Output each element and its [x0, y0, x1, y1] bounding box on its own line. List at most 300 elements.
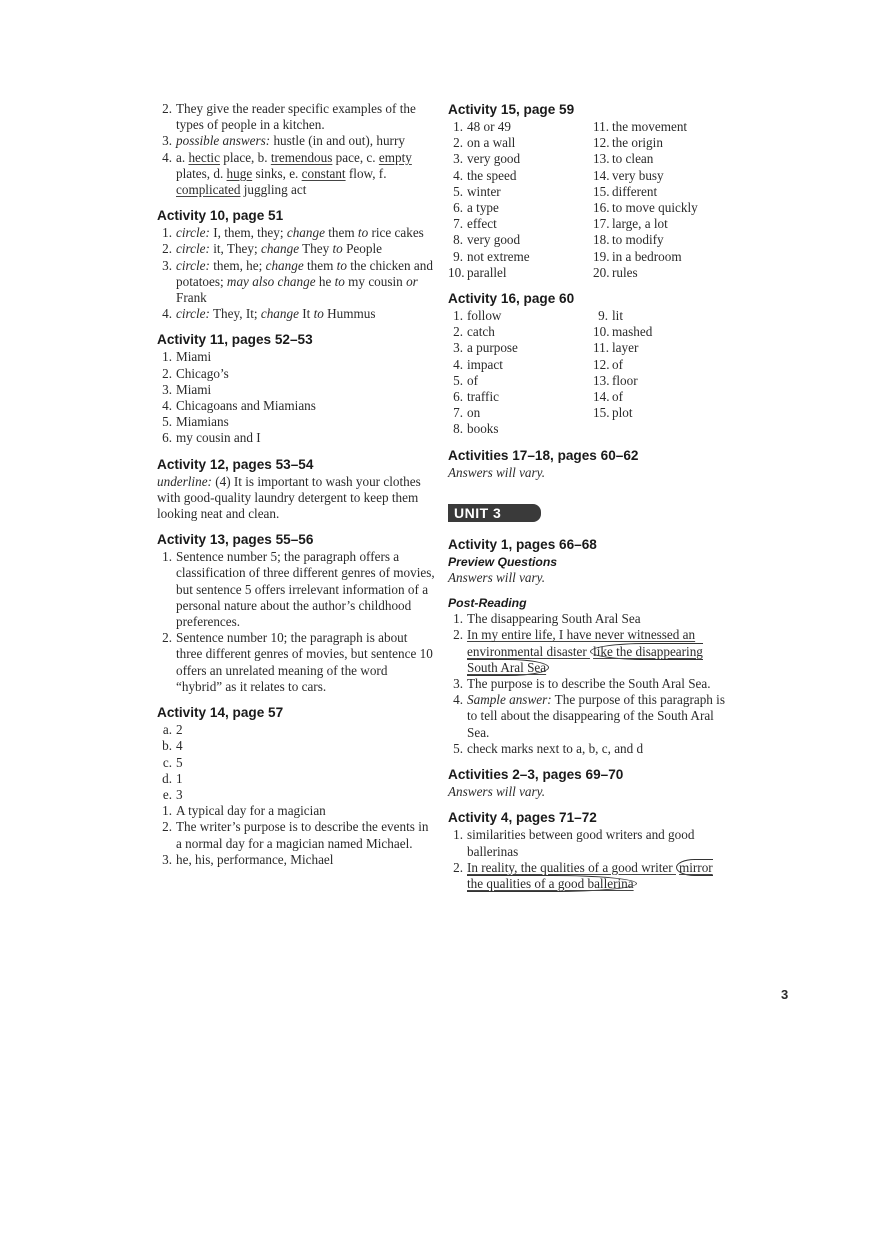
- unit-banner: UNIT 3: [448, 504, 541, 522]
- text-run: similarities between good writers and good ballerinas: [467, 827, 695, 859]
- text-run: them, he;: [209, 257, 266, 273]
- underlined-text: huge: [226, 165, 253, 181]
- list-item: [448, 168, 593, 184]
- item-text: [467, 827, 728, 859]
- item-number: 2.: [162, 365, 172, 381]
- text-run: 1: [176, 770, 183, 786]
- text-run: or: [406, 273, 418, 289]
- text-run: The purpose is to describe the South Aral Sea.: [467, 676, 711, 692]
- text-run: Sample answer:: [467, 692, 552, 708]
- list-item: [157, 414, 435, 430]
- item-number: 1.: [162, 803, 172, 819]
- subheading: Preview Questions: [448, 555, 558, 570]
- item-text: [176, 382, 435, 398]
- text-run: It: [298, 306, 314, 322]
- section: [448, 536, 728, 586]
- item-number: 12.: [593, 135, 610, 151]
- list-item: [593, 340, 728, 356]
- item-text: [176, 133, 435, 149]
- item-text: [176, 430, 435, 446]
- list-item: [593, 389, 728, 405]
- item-number: 15.: [593, 405, 610, 421]
- text-run: a.: [176, 149, 189, 165]
- item-number: e.: [162, 786, 172, 802]
- list-item: [448, 200, 593, 216]
- item-text: books: [467, 421, 499, 437]
- item-text: [176, 722, 435, 738]
- item-number: 8.: [453, 232, 463, 248]
- text-run: check marks next to a, b, c, and d: [467, 740, 644, 756]
- list-item: [157, 398, 435, 414]
- item-text: [176, 630, 435, 695]
- item-text: [176, 738, 435, 754]
- list-item: [593, 200, 728, 216]
- text-run: he: [315, 273, 335, 289]
- item-number: d.: [162, 770, 172, 786]
- list-item: [448, 741, 728, 757]
- item-number: 1.: [162, 549, 172, 565]
- text-run: possible answers:: [176, 133, 271, 149]
- item-text: [176, 414, 435, 430]
- item-text: the speed: [467, 167, 517, 183]
- item-text: very good: [467, 232, 521, 248]
- underlined-text: In reality, the qualities of a good writer: [467, 859, 676, 875]
- list-item: [157, 803, 435, 819]
- text-run: change: [260, 241, 300, 257]
- underlined-text: complicated: [176, 182, 241, 198]
- answer-grid: [448, 119, 728, 281]
- paragraph: [448, 570, 728, 586]
- list-item: [593, 324, 728, 340]
- item-number: 1.: [162, 225, 172, 241]
- item-text: [176, 306, 435, 322]
- list-item: [448, 151, 593, 167]
- item-text: 48 or 49: [467, 119, 511, 134]
- item-number: 9.: [453, 248, 463, 264]
- item-text: not extreme: [467, 248, 530, 264]
- item-text: [176, 241, 435, 257]
- section-heading: Activity 16, page 60: [448, 291, 575, 307]
- list-item: [593, 421, 728, 437]
- text-run: Sentence number 5; the paragraph offers a classification of three different genres of movies, but sentence 5 offers irrelevant information of a personal nature about the author’s childhood preferences.: [176, 549, 435, 630]
- list-item: [157, 755, 435, 771]
- item-number: 15.: [593, 183, 610, 199]
- page-number: 3: [781, 987, 789, 1002]
- item-text: to modify: [612, 232, 664, 248]
- list-item: [448, 421, 593, 437]
- text-run: 3: [176, 786, 183, 802]
- item-text: winter: [467, 183, 501, 199]
- item-text: [176, 225, 435, 241]
- item-number: 3.: [162, 851, 172, 867]
- item-text: [176, 258, 435, 307]
- item-text: on: [467, 405, 481, 421]
- item-number: 13.: [593, 151, 610, 167]
- text-run: to: [336, 257, 347, 273]
- text-run: Miamians: [176, 414, 229, 430]
- text-run: them: [303, 257, 337, 273]
- item-number: 3.: [162, 133, 172, 149]
- list-item: [448, 184, 593, 200]
- item-number: 2.: [453, 324, 463, 340]
- text-run: to: [334, 273, 345, 289]
- list-item: [593, 119, 728, 135]
- list-item: [448, 405, 593, 421]
- paragraph: [448, 784, 728, 800]
- text-run: (4) It is important to wash your clothes with good-quality laundry detergent to keep them looking neat and clean.: [157, 473, 421, 522]
- item-number: 14.: [593, 389, 610, 405]
- list-item: [448, 357, 593, 373]
- item-number: 1.: [453, 611, 463, 627]
- underlined-text: empty: [378, 149, 412, 165]
- text-run: They give the reader specific examples of the types of people in a kitchen.: [176, 101, 416, 133]
- text-run: change: [286, 225, 325, 241]
- underlined-text: constant: [301, 165, 346, 181]
- text-run: Sentence number 10; the paragraph is about three different genres of movies, but sentence 10 offers an unrelated meaning of the word “hybrid” as it relates to cars.: [176, 630, 433, 694]
- section-heading: Activity 10, page 51: [157, 208, 284, 224]
- list-item: [593, 373, 728, 389]
- item-number: 8.: [453, 421, 463, 437]
- text-run: flow, f.: [345, 165, 387, 181]
- item-number: 2.: [162, 101, 172, 116]
- item-number: 10.: [593, 324, 610, 340]
- item-number: 12.: [593, 356, 610, 372]
- item-number: 11.: [593, 119, 609, 134]
- item-number: 11.: [593, 340, 609, 356]
- list-item: [593, 357, 728, 373]
- item-number: 19.: [593, 248, 610, 264]
- item-number: 5.: [453, 740, 463, 756]
- item-number: 6.: [453, 200, 463, 216]
- text-run: Answers will vary.: [448, 570, 546, 586]
- text-run: 4: [176, 738, 183, 754]
- item-text: [176, 852, 435, 868]
- item-text: on a wall: [467, 135, 516, 151]
- section: [448, 290, 728, 438]
- text-run: Answers will vary.: [448, 464, 546, 480]
- right-column: [448, 101, 728, 901]
- section-heading: Activity 4, pages 71–72: [448, 810, 597, 826]
- text-run: may also change: [226, 273, 316, 289]
- item-number: 3.: [162, 381, 172, 397]
- item-text: [176, 398, 435, 414]
- item-number: 10.: [448, 264, 465, 280]
- text-run: place, b.: [219, 149, 271, 165]
- text-run: to: [313, 306, 324, 322]
- text-run: circle:: [176, 241, 210, 257]
- text-run: the chicken and potatoes;: [176, 257, 433, 289]
- text-run: my cousin and I: [176, 430, 261, 446]
- list-item: [157, 630, 435, 695]
- item-text: plot: [612, 405, 633, 421]
- item-number: 9.: [598, 308, 608, 324]
- item-number: 1.: [453, 308, 463, 324]
- underlined-text: hectic: [188, 149, 220, 165]
- item-text: mashed: [612, 324, 653, 340]
- item-number: 4.: [162, 306, 172, 322]
- item-text: different: [612, 183, 658, 199]
- list-item: [448, 216, 593, 232]
- text-run: The purpose of this paragraph is to tell about the disappearing of the South Aral Sea.: [467, 692, 725, 740]
- item-number: 5.: [162, 414, 172, 430]
- item-text: effect: [467, 216, 497, 232]
- text-run: juggling act: [240, 182, 307, 198]
- list-item: [157, 549, 435, 630]
- section: [157, 207, 435, 322]
- item-number: [593, 421, 612, 437]
- item-text: to move quickly: [612, 200, 698, 216]
- item-number: 4.: [453, 356, 463, 372]
- item-number: 1.: [162, 349, 172, 365]
- text-run: A typical day for a magician: [176, 803, 326, 819]
- text-run: to: [332, 241, 343, 257]
- text-run: pace, c.: [332, 149, 379, 165]
- list-item: [448, 860, 728, 892]
- text-run: Chicago’s: [176, 365, 229, 381]
- item-text: [176, 787, 435, 803]
- item-text: of: [612, 389, 623, 405]
- list-item: [448, 827, 728, 859]
- item-text: [176, 549, 435, 630]
- section-heading: Activity 12, pages 53–54: [157, 456, 314, 472]
- section-heading: Activity 11, pages 52–53: [157, 332, 313, 348]
- item-number: 2.: [453, 135, 463, 151]
- item-number: 2.: [453, 627, 463, 643]
- text-run: They, It;: [209, 306, 261, 322]
- list-item: [157, 225, 435, 241]
- section: [157, 331, 435, 446]
- item-text: of: [467, 372, 478, 388]
- item-number: 14.: [593, 167, 610, 183]
- item-number: 16.: [593, 200, 610, 216]
- list-item: [157, 430, 435, 446]
- item-text: in a bedroom: [612, 248, 682, 264]
- item-text: parallel: [467, 264, 507, 280]
- text-run: They: [299, 241, 333, 257]
- list-item: [448, 340, 593, 356]
- item-number: 6.: [453, 389, 463, 405]
- list-item: [448, 119, 593, 135]
- text-run: hustle (in and out), hurry: [270, 133, 405, 149]
- item-number: 17.: [593, 216, 610, 232]
- list-item: [157, 258, 435, 307]
- text-run: circle:: [176, 257, 210, 273]
- item-text: [176, 366, 435, 382]
- list-item: [448, 265, 593, 281]
- underlined-text: In my entire life, I have never witnessed an environmental disaster: [467, 627, 696, 659]
- list-item: [448, 232, 593, 248]
- item-text: [467, 860, 728, 892]
- paragraph: [157, 474, 435, 523]
- list-item: [448, 373, 593, 389]
- item-number: 4.: [162, 149, 172, 165]
- item-number: 5.: [453, 183, 463, 199]
- list-item: [593, 135, 728, 151]
- item-text: [467, 676, 728, 692]
- text-run: Frank: [176, 290, 207, 306]
- item-number: 2.: [162, 630, 172, 646]
- paragraph: [448, 465, 728, 481]
- item-text: [467, 627, 728, 676]
- text-run: The disappearing South Aral Sea: [467, 611, 641, 627]
- text-run: my cousin: [344, 273, 407, 289]
- text-run: to: [357, 225, 369, 241]
- section-heading: Activity 15, page 59: [448, 102, 575, 117]
- section-heading: Activity 1, pages 66–68: [448, 537, 597, 553]
- item-text: very good: [467, 151, 521, 167]
- item-text: the origin: [612, 135, 663, 151]
- list-item: [448, 249, 593, 265]
- list-item: [448, 389, 593, 405]
- item-text: [176, 819, 435, 851]
- section: [448, 447, 728, 481]
- item-text: [176, 101, 435, 133]
- item-number: 20.: [593, 264, 610, 280]
- underlined-text: tremendous: [270, 149, 333, 165]
- list-item: [593, 232, 728, 248]
- list-item: [157, 101, 435, 133]
- list-item: [157, 382, 435, 398]
- item-text: lit: [612, 308, 623, 324]
- text-run: circle:: [176, 306, 210, 322]
- section: [448, 595, 728, 757]
- item-number: 3.: [453, 340, 463, 356]
- list-item: [157, 738, 435, 754]
- section-heading: Activity 14, page 57: [157, 705, 284, 721]
- item-text: very busy: [612, 167, 664, 183]
- list-item: [157, 722, 435, 738]
- text-run: 5: [176, 754, 183, 770]
- text-run: 2: [176, 722, 183, 738]
- list-item: [448, 135, 593, 151]
- list-item: [448, 308, 593, 324]
- text-run: Hummus: [323, 306, 376, 322]
- item-text: the movement: [612, 119, 688, 134]
- item-text: [176, 150, 435, 199]
- item-text: rules: [612, 264, 638, 280]
- item-number: 4.: [162, 398, 172, 414]
- item-number: b.: [162, 738, 172, 754]
- item-text: traffic: [467, 389, 499, 405]
- list-item: [157, 852, 435, 868]
- section-heading: Activities 2–3, pages 69–70: [448, 767, 624, 783]
- text-run: I, them, they;: [209, 225, 287, 241]
- text-run: Chicagoans and Miamians: [176, 398, 316, 414]
- item-text: [176, 803, 435, 819]
- item-number: a.: [162, 722, 172, 738]
- text-run: he, his, performance, Michael: [176, 851, 334, 867]
- item-number: 2.: [453, 859, 463, 875]
- list-item: [157, 366, 435, 382]
- section: [157, 704, 435, 868]
- item-number: 18.: [593, 232, 610, 248]
- list-item: [593, 168, 728, 184]
- list-item: [593, 216, 728, 232]
- section: [448, 101, 728, 281]
- item-number: 1.: [453, 827, 463, 843]
- section: [448, 809, 728, 892]
- list-item: [593, 151, 728, 167]
- subheading: Post-Reading: [448, 596, 527, 611]
- text-run: change: [260, 306, 299, 322]
- list-item: [157, 819, 435, 851]
- item-text: a type: [467, 200, 499, 216]
- text-run: The writer’s purpose is to describe the events in a normal day for a magician named Michael.: [176, 819, 429, 851]
- item-text: a purpose: [467, 340, 518, 356]
- item-text: to clean: [612, 151, 654, 167]
- list-item: [157, 349, 435, 365]
- item-text: floor: [612, 372, 638, 388]
- circled-text: mirror the qualities of a good ballerina: [467, 859, 713, 891]
- item-number: 5.: [453, 372, 463, 388]
- item-number: 7.: [453, 405, 463, 421]
- item-number: 3.: [453, 151, 463, 167]
- item-text: large, a lot: [612, 216, 668, 232]
- item-number: 7.: [453, 216, 463, 232]
- text-run: underline:: [157, 473, 212, 489]
- list-item: [157, 771, 435, 787]
- section-heading: Activities 17–18, pages 60–62: [448, 447, 639, 463]
- section: [157, 531, 435, 695]
- item-number: 2.: [162, 241, 172, 257]
- text-run: Miami: [176, 349, 212, 365]
- text-run: rice cakes: [368, 225, 424, 241]
- list-item: [157, 306, 435, 322]
- left-column: [157, 101, 435, 877]
- text-run: it, They;: [209, 241, 261, 257]
- text-run: Miami: [176, 381, 212, 397]
- item-text: [176, 349, 435, 365]
- text-run: them: [324, 225, 358, 241]
- item-number: 6.: [162, 430, 172, 446]
- list-item: [157, 787, 435, 803]
- text-run: People: [342, 241, 382, 257]
- item-number: 3.: [453, 676, 463, 692]
- list-item: [448, 324, 593, 340]
- item-number: 13.: [593, 372, 610, 388]
- item-number: 2.: [162, 819, 172, 835]
- list-item: [593, 405, 728, 421]
- section: [157, 456, 435, 523]
- text-run: Answers will vary.: [448, 784, 546, 800]
- list-item: [593, 308, 728, 324]
- item-text: [176, 755, 435, 771]
- list-item: [448, 611, 728, 627]
- text-run: change: [265, 257, 304, 273]
- text-run: plates, d.: [176, 165, 227, 181]
- text-run: sinks, e.: [252, 165, 302, 181]
- item-text: [467, 611, 728, 627]
- section: [448, 766, 728, 800]
- item-text: of: [612, 356, 623, 372]
- item-number: c.: [162, 754, 172, 770]
- list-item: [593, 249, 728, 265]
- item-text: catch: [467, 324, 495, 340]
- list-item: [157, 133, 435, 149]
- circled-text: like the disappearing South Aral Sea: [467, 643, 703, 675]
- item-text: impact: [467, 356, 503, 372]
- item-text: [467, 692, 728, 741]
- section-heading: Activity 13, pages 55–56: [157, 532, 314, 548]
- item-number: 3.: [162, 257, 172, 273]
- section: [157, 101, 435, 198]
- list-item: [157, 241, 435, 257]
- item-text: layer: [612, 340, 639, 356]
- list-item: [593, 184, 728, 200]
- item-number: 1.: [453, 119, 463, 134]
- list-item: [448, 692, 728, 741]
- item-text: [612, 421, 728, 437]
